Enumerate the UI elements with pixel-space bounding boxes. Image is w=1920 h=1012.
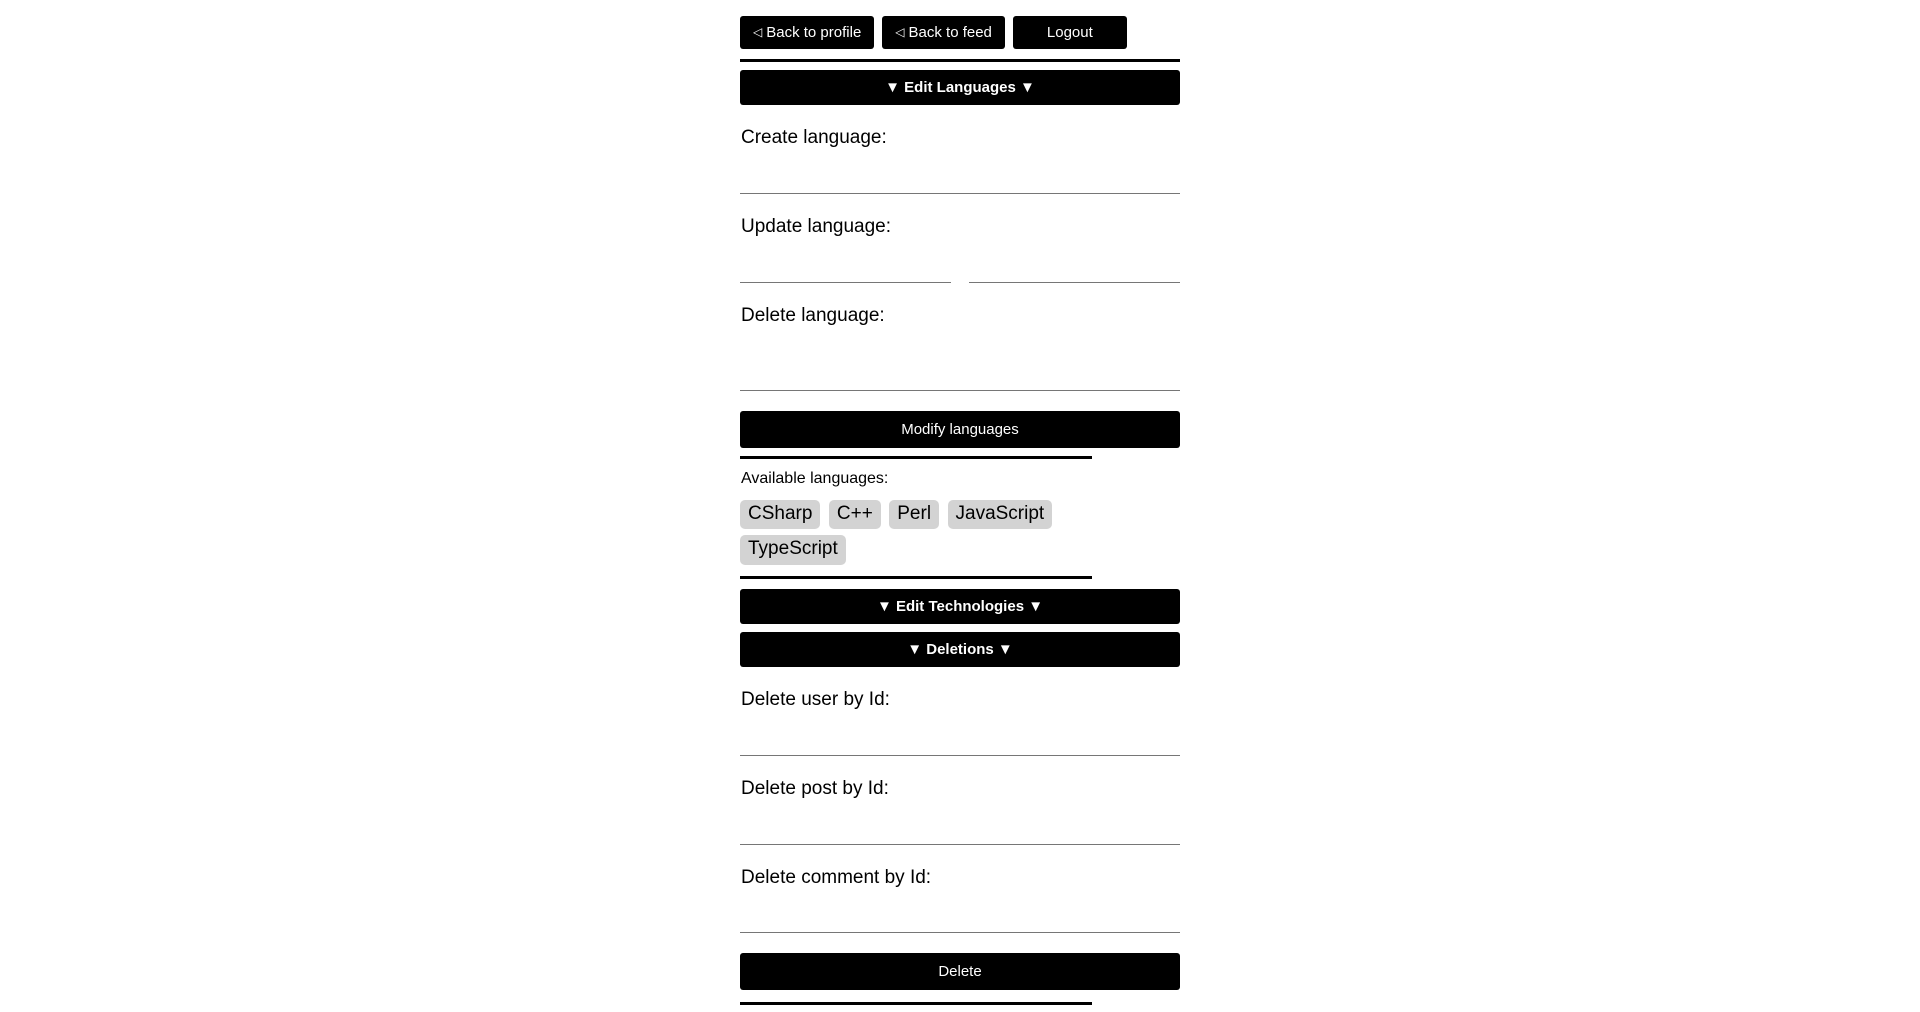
language-chip: CSharp	[740, 500, 820, 530]
update-language-row	[740, 259, 1180, 283]
delete-user-label: Delete user by Id:	[741, 689, 890, 711]
modify-languages-button[interactable]	[740, 411, 1180, 448]
delete-user-id-input[interactable]	[740, 732, 1180, 756]
divider-after-languages	[740, 576, 1092, 579]
modify-languages-label: Modify languages	[901, 421, 1019, 439]
top-action-bar	[740, 0, 1180, 49]
available-languages-list	[740, 497, 1092, 569]
delete-post-label: Delete post by Id:	[741, 777, 889, 799]
delete-language-select[interactable]	[740, 365, 1180, 391]
back-to-profile-button[interactable]	[740, 16, 874, 49]
back-to-feed-button[interactable]	[882, 16, 1005, 49]
divider-bottom	[740, 1002, 1092, 1005]
deletions-label: ▼ Deletions ▼	[907, 641, 1013, 659]
divider-top	[740, 59, 1180, 62]
update-language-old-input[interactable]	[740, 259, 951, 283]
delete-post-id-input[interactable]	[740, 821, 1180, 845]
update-language-new-input[interactable]	[969, 259, 1180, 283]
language-chip: Perl	[889, 500, 939, 530]
language-chip: TypeScript	[740, 535, 846, 565]
delete-comment-label: Delete comment by Id:	[741, 866, 932, 888]
language-chip: JavaScript	[948, 500, 1053, 530]
section-toggle-edit-technologies[interactable]	[740, 589, 1180, 624]
logout-button[interactable]	[1013, 16, 1127, 49]
logout-label: Logout	[1046, 24, 1093, 41]
section-toggle-deletions[interactable]	[740, 632, 1180, 667]
delete-language-label: Delete language:	[741, 304, 885, 326]
language-chip: C++	[829, 500, 881, 530]
edit-languages-label: ▼ Edit Languages ▼	[885, 79, 1035, 96]
section-toggle-edit-languages[interactable]	[740, 70, 1180, 105]
update-language-label: Update language:	[741, 215, 892, 237]
delete-button[interactable]	[740, 953, 1180, 990]
center-column	[740, 0, 1180, 1012]
back-triangle-icon: ◁	[753, 25, 763, 39]
delete-comment-id-input[interactable]	[740, 909, 1180, 933]
back-triangle-icon: ◁	[895, 25, 905, 39]
back-to-feed-label: Back to feed	[908, 24, 992, 41]
delete-label: Delete	[938, 963, 982, 981]
available-languages-label: Available languages:	[741, 470, 889, 488]
back-to-profile-label: Back to profile	[766, 24, 862, 41]
create-language-label: Create language:	[741, 127, 887, 148]
divider-after-modify	[740, 456, 1092, 459]
edit-technologies-label: ▼ Edit Technologies ▼	[876, 598, 1044, 616]
create-language-input[interactable]	[740, 170, 1180, 194]
